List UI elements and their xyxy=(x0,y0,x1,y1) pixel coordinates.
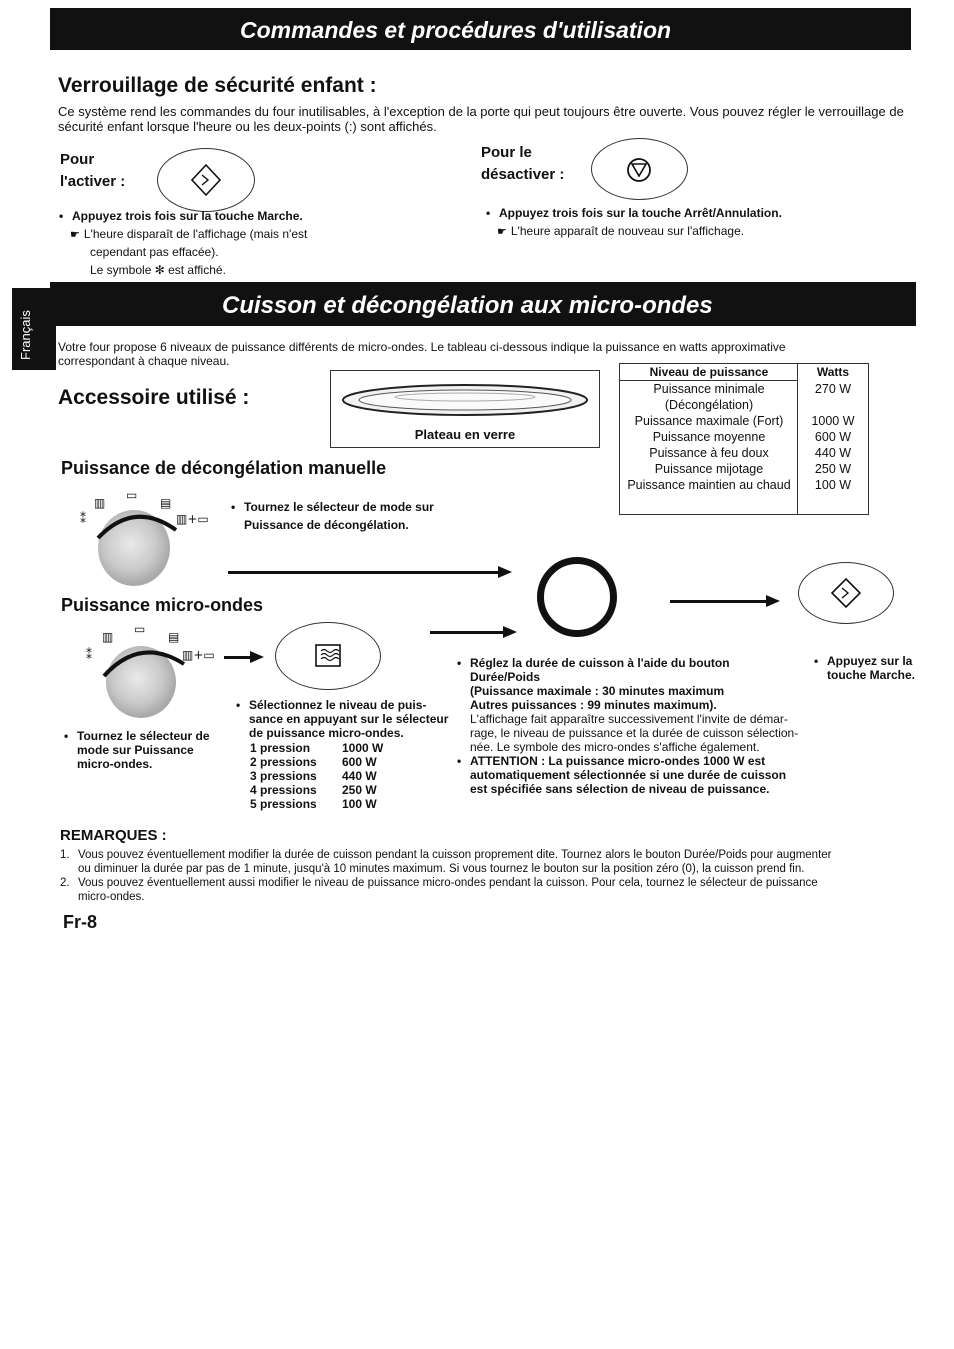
combi-grill-icon: ▥+▭ xyxy=(182,648,215,662)
stop-button-diagram xyxy=(591,138,688,200)
select-power-instructions: • Sélectionnez le niveau de puis- sance en appuyant sur le sélecteur de puissance micro-ondes. xyxy=(249,698,464,740)
table-header-level: Niveau de puissance xyxy=(620,364,798,381)
micro-intro: Votre four propose 6 niveaux de puissance différents de micro-ondes. Le tableau ci-dessous indique la puissance en watts approximative correspondant à chaque niveau. xyxy=(58,340,786,368)
micro-banner xyxy=(50,282,916,326)
table-cell-watts: 250 W xyxy=(814,462,852,476)
defrost-mode-knob xyxy=(76,488,216,588)
table-cell-watts: 270 W xyxy=(814,381,852,396)
knob-arc xyxy=(76,500,216,560)
lock-intro: Ce système rend les commandes du four inutilisables, à l'exception de la porte qui peut toujours être ouverte. Vous pouvez régler le verrouillage de sécurité enfant lorsque l'heure ou les deux-points (:) sont affichés. xyxy=(58,104,904,134)
pointing-hand-icon: ☛ xyxy=(497,226,507,238)
grill-icon: ▥ xyxy=(102,630,114,644)
pointing-hand-icon: ☛ xyxy=(70,229,80,241)
flow-arrow-head xyxy=(766,595,780,607)
accessory-title: Accessoire utilisé : xyxy=(58,386,250,409)
flow-arrow-head xyxy=(250,651,264,663)
list-item: 4 pressions 250 W xyxy=(250,783,377,797)
table-header-watts: Watts xyxy=(816,365,850,379)
micro-banner-title: Cuisson et décongélation aux micro-ondes xyxy=(222,292,713,319)
banner-title: Commandes et procédures d'utilisation xyxy=(240,17,672,43)
start-diamond-icon xyxy=(158,149,254,211)
power-mode-knob xyxy=(84,622,224,722)
grill-icon: ▥ xyxy=(94,496,106,510)
power-table xyxy=(619,363,869,515)
flow-arrow-head xyxy=(503,626,517,638)
activate-label: Pour l'activer : xyxy=(60,151,126,190)
table-cell-watts: 1000 W xyxy=(811,414,855,428)
flow-arrow xyxy=(430,631,505,634)
time-weight-dial xyxy=(537,557,617,637)
oven-icon: ▭ xyxy=(126,488,138,502)
list-item: 3 pressions 440 W xyxy=(250,769,377,783)
presses-list xyxy=(250,741,450,811)
table-cell-level: Puissance maximale (Fort) xyxy=(634,414,784,428)
power-title: Puissance micro-ondes xyxy=(61,595,264,615)
defrost-instructions: • Tournez le sélecteur de mode sur Puissance de décongélation. xyxy=(244,500,474,532)
language-tab-label: Français xyxy=(18,310,33,360)
list-item: 1. Vous pouvez éventuellement modifier la durée de cuisson pendant la cuisson proprement dite. Tournez alors le bouton Durée/Poids pour augmenter ou diminuer la durée par pas de 1 minute, jusqu'à 10 minutes maximum. Si vous tournez le bouton sur la position zéro (0), la cuisson prend fin. xyxy=(60,849,832,875)
accessory-caption: Plateau en verre xyxy=(414,427,516,442)
flow-arrow xyxy=(224,656,252,659)
glass-tray-image xyxy=(331,373,599,429)
flow-arrow-head xyxy=(498,566,512,578)
microwave-wave-icon xyxy=(276,623,380,689)
dial-instructions: • Réglez la durée de cuisson à l'aide du bouton Durée/Poids (Puissance maximale : 30 minutes maximum Autres puissances : 99 minutes maximum). L'affichage fait apparaître successivement l'invite de démar- rage, le niveau de puissance et la durée de cuisson sélection- née. Le symbole des micro-ondes s'affiche également. • ATTENTION : La puissance micro-ondes 1000 W est automatiquement sélectionnée si une durée de cuisson est spécifiée sans sélection de niveau de puissance. xyxy=(470,656,815,796)
list-item: 2 pressions 600 W xyxy=(250,755,377,769)
list-item: 1 pression 1000 W xyxy=(250,741,384,755)
deactivate-label: Pour le désactiver : xyxy=(481,144,565,183)
table-cell-level: Puissance minimale (Décongélation) xyxy=(653,382,765,412)
deactivate-instructions: • Appuyez trois fois sur la touche Arrêt/Annulation. ☛ L'heure apparaît de nouveau sur l'affichage. xyxy=(499,206,899,239)
defrost-title: Puissance de décongélation manuelle xyxy=(61,458,387,478)
start-button-diagram xyxy=(798,562,894,624)
flow-arrow xyxy=(228,571,500,574)
accessory-box xyxy=(330,370,600,448)
table-cell-watts: 100 W xyxy=(814,478,852,492)
combi-grill-icon: ▥+▭ xyxy=(176,512,209,526)
knob-instructions: • Tournez le sélecteur de mode sur Puissance micro-ondes. xyxy=(77,729,227,771)
top-banner xyxy=(50,8,911,50)
stop-icon xyxy=(592,139,687,199)
activate-instructions: • Appuyez trois fois sur la touche Marche. ☛ L'heure disparaît de l'affichage (mais n'est cependant pas effacée). Le symbole ✻ est affiché. xyxy=(72,209,362,277)
table-cell-watts: 600 W xyxy=(814,430,852,444)
defrost-icon: ⁑ xyxy=(80,512,86,526)
table-cell-level: Puissance mijotage xyxy=(654,462,764,476)
defrost-icon: ⁑ xyxy=(86,648,92,662)
lock-title: Verrouillage de sécurité enfant : xyxy=(58,74,377,97)
list-item: 5 pressions 100 W xyxy=(250,797,377,811)
start-button-diagram xyxy=(157,148,255,212)
table-cell-level: Puissance maintien au chaud xyxy=(627,478,791,492)
flow-arrow xyxy=(670,600,770,603)
microwave-power-button-diagram xyxy=(275,622,381,690)
list-item: 2. Vous pouvez éventuellement aussi modifier le niveau de puissance micro-ondes pendant la cuisson. Pour cela, tournez le sélecteur de puissance micro-ondes. xyxy=(60,877,818,903)
table-cell-level: Puissance à feu doux xyxy=(649,446,769,460)
start-instructions: • Appuyez sur la touche Marche. xyxy=(827,654,937,682)
knob-arc xyxy=(84,636,224,696)
remarks-list xyxy=(60,848,920,904)
table-cell-watts: 440 W xyxy=(814,446,852,460)
combi-icon: ▤ xyxy=(168,630,180,644)
page-number: Fr-8 xyxy=(63,912,98,932)
start-diamond-icon xyxy=(799,563,893,623)
oven-icon: ▭ xyxy=(134,622,146,636)
combi-icon: ▤ xyxy=(160,496,172,510)
remarks-title: REMARQUES : xyxy=(60,827,167,844)
table-cell-level: Puissance moyenne xyxy=(652,430,766,444)
